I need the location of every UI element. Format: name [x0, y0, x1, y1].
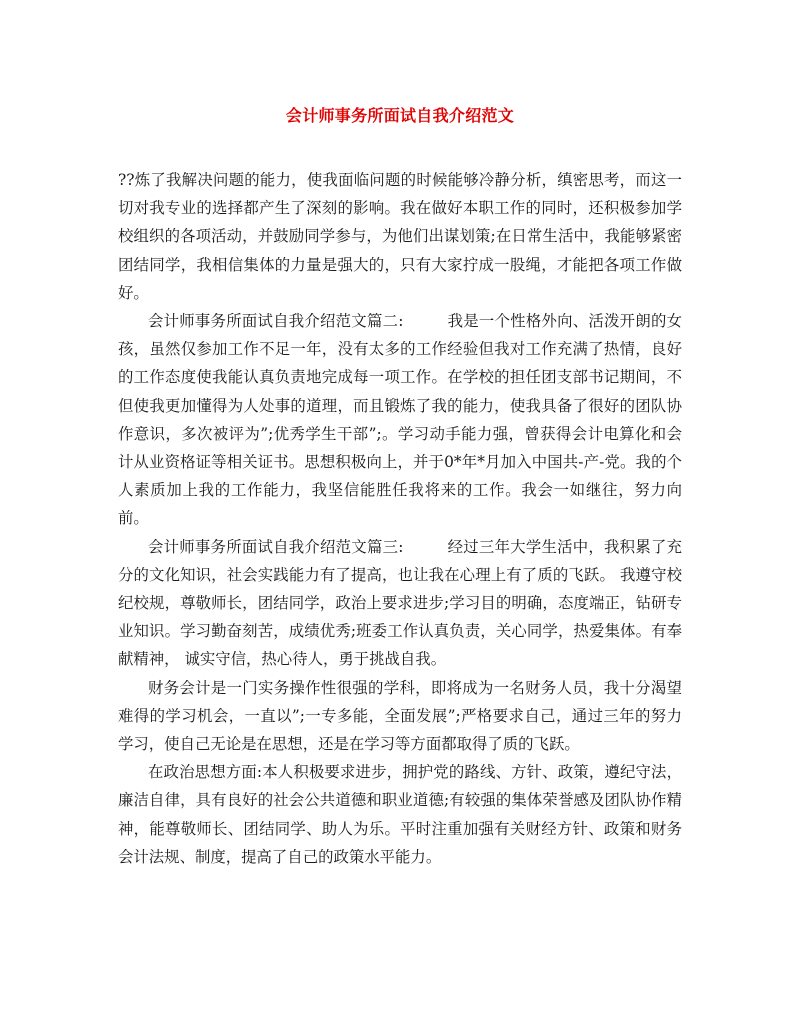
paragraph-1-text: ??炼了我解决问题的能力，使我面临问题的时候能够冷静分析，缜密思考，而这一切对我专业的选择都产生了深刻的影响。我在做好本职工作的同时，还积极参加学校组织的各项活动，并鼓励同学参与，为他们出谋划策;在日常生活中，我能够紧密团结同学，我相信集体的力量是强大的，只有大家拧成一股绳，才能把各项工作做好。: [118, 171, 682, 302]
paragraph-5: [118, 758, 682, 871]
paragraph-2-text: 我是一个性格外向、活泼开朗的女孩，虽然仅参加工作不足一年，没有太多的工作经验但我对工作充满了热情，良好的工作态度使我能认真负责地完成每一项工作。在学校的担任团支部书记期间，不但使我更加懂得为人处事的道理，而且锻炼了我的能力，使我具备了很好的团队协作意识，多次被评为”;优秀学生干部”;。学习动手能力强，曾获得会计电算化和会计从业资格证等相关证书。思想积极向上，并于0*年*月加入中国共-产-党。我的个人素质加上我的工作能力，我坚信能胜任我将来的工作。我会一如继往，努力向前。: [118, 312, 682, 528]
paragraph-3-heading: 会计师事务所面试自我介绍范文篇三:: [148, 537, 404, 556]
paragraph-3-text: 经过三年大学生活中，我积累了充分的文化知识，社会实践能力有了提高，也让我在心理上有了质的飞跃。 我遵守校纪校规，尊敬师长，团结同学，政治上要求进步;学习目的明确，态度端正，钻研专业知识。学习勤奋刻苦，成绩优秀;班委工作认真负责，关心同学，热爱集体。有奉献精神， 诚实守信，热心待人，勇于挑战自我。: [118, 537, 682, 669]
paragraph-2: [118, 307, 682, 533]
paragraph-5-text: 在政治思想方面:本人积极要求进步，拥护党的路线、方针、政策，遵纪守法，廉洁自律，具有良好的社会公共道德和职业道德;有较强的集体荣誉感及团队协作精神，能尊敬师长、团结同学、助人为乐。平时注重加强有关财经方针、政策和财务会计法规、制度，提高了自己的政策水平能力。: [118, 763, 682, 866]
document-body: [118, 166, 682, 871]
paragraph-2-heading: 会计师事务所面试自我介绍范文篇二:: [148, 312, 404, 331]
paragraph-3: [118, 533, 682, 674]
paragraph-4: [118, 674, 682, 759]
paragraph-4-text: 财务会计是一门实务操作性很强的学科，即将成为一名财务人员，我十分渴望难得的学习机会，一直以”;一专多能，全面发展”;严格要求自己，通过三年的努力学习，使自己无论是在思想，还是在学习等方面都取得了质的飞跃。: [118, 678, 682, 754]
paragraph-1: [118, 166, 682, 307]
document-title: 会计师事务所面试自我介绍范文: [285, 106, 515, 125]
